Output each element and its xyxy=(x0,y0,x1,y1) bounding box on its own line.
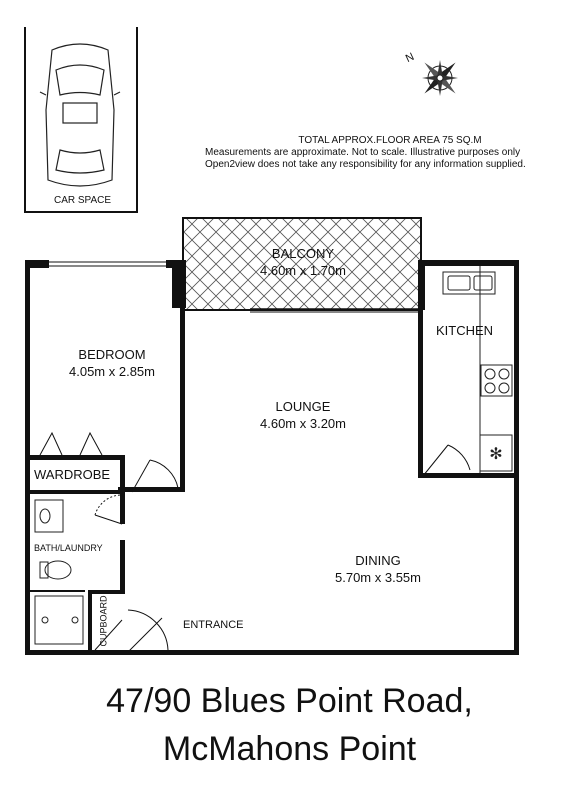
lounge-name: LOUNGE xyxy=(275,399,331,414)
address-line-2: McMahons Point xyxy=(162,730,417,768)
entrance-label: ENTRANCE xyxy=(183,619,244,631)
car-icon xyxy=(40,44,120,186)
lounge-size: 4.60m x 3.20m xyxy=(260,416,346,431)
dining-size: 5.70m x 3.55m xyxy=(335,570,421,585)
floor-plan-notes xyxy=(205,135,565,171)
kitchen-label: KITCHEN xyxy=(436,323,494,338)
bath-laundry-label: BATH/LAUNDRY xyxy=(34,543,103,553)
balcony-name: BALCONY xyxy=(271,246,335,261)
cooktop-icon xyxy=(481,365,512,396)
dining-name: DINING xyxy=(355,553,401,568)
bathroom-fixtures xyxy=(35,500,83,644)
disclaimer-line-2: Open2view does not take any responsibility for any information supplied. xyxy=(205,159,526,170)
cupboard-label: CUPBOARD xyxy=(98,595,109,647)
basin-icon xyxy=(35,500,63,532)
dining-label xyxy=(313,552,443,586)
snowflake-icon: ✻ xyxy=(489,446,503,463)
north-label: N xyxy=(403,50,417,66)
lounge-label xyxy=(233,398,373,432)
kitchen-bench xyxy=(443,266,512,473)
toilet-icon xyxy=(40,562,48,578)
disclaimer-line-1: Measurements are approximate. Not to scale. Illustrative purposes only xyxy=(205,147,521,158)
balcony-size: 4.60m x 1.70m xyxy=(260,263,346,278)
address-line-1: 47/90 Blues Point Road, xyxy=(106,682,473,720)
bedroom-label xyxy=(52,346,172,380)
balcony-label xyxy=(233,245,373,279)
bedroom-name: BEDROOM xyxy=(78,347,146,362)
bedroom-size: 4.05m x 2.85m xyxy=(69,364,155,379)
car-space xyxy=(25,27,137,212)
compass-icon xyxy=(422,60,459,97)
floor-area-text: TOTAL APPROX.FLOOR AREA 75 SQ.M xyxy=(298,135,482,146)
wardrobe-label: WARDROBE xyxy=(34,467,111,482)
car-space-label: CAR SPACE xyxy=(54,195,112,206)
